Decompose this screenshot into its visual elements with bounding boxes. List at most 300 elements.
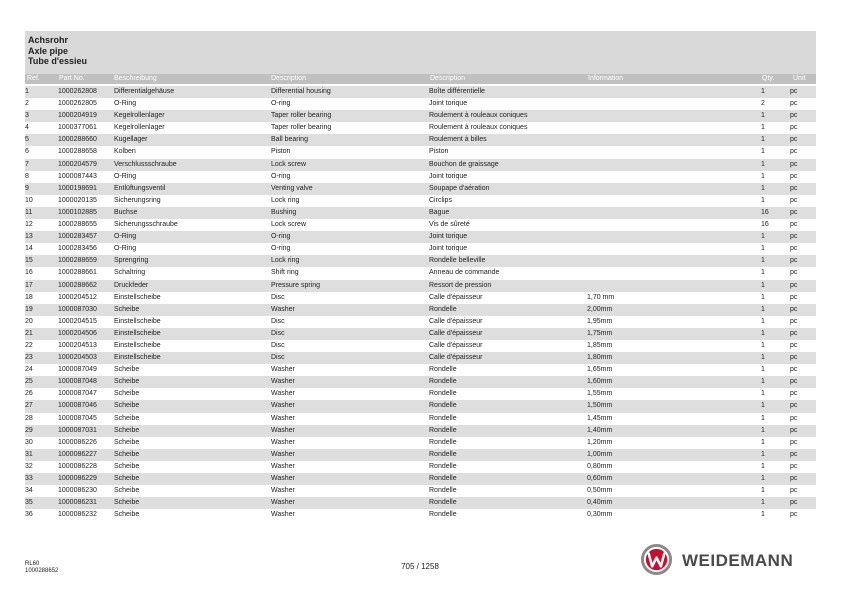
- cell-information: 0,30mm: [587, 511, 613, 519]
- cell-part-no: 1000204515: [58, 317, 97, 325]
- cell-unit: pc: [790, 148, 798, 156]
- cell-part-no: 1000377061: [58, 124, 97, 132]
- table-row: [25, 449, 816, 461]
- cell-description-en: Taper roller bearing: [271, 124, 332, 132]
- cell-qty: 1: [761, 124, 765, 132]
- cell-unit: pc: [790, 341, 798, 349]
- cell-information: 1,20mm: [587, 438, 613, 446]
- cell-information: [587, 98, 761, 110]
- cell-unit: pc: [790, 328, 816, 340]
- cell-information: [587, 195, 761, 207]
- cell-unit: pc: [790, 183, 816, 195]
- table-row: [25, 316, 816, 328]
- cell-description-en: Venting valve: [271, 183, 429, 195]
- cell-description-en: Lock ring: [271, 196, 300, 204]
- cell-beschreibung: Scheibe: [114, 473, 271, 485]
- cell-qty: 1: [761, 497, 790, 509]
- cell-description-en: Washer: [271, 438, 295, 446]
- cell-qty: 1: [761, 172, 765, 180]
- table-row: [25, 497, 816, 509]
- cell-description-fr: Soupape d'aération: [429, 183, 587, 195]
- cell-qty: 2: [761, 100, 765, 108]
- title-french: Tube d'essieu: [28, 56, 87, 66]
- cell-ref: 4: [25, 124, 29, 132]
- cell-information: 2,00mm: [587, 304, 761, 316]
- title-english: Axle pipe: [28, 45, 69, 56]
- table-row: [25, 437, 816, 449]
- cell-beschreibung: Einstellscheibe: [114, 352, 271, 364]
- cell-description-fr: Circlips: [429, 196, 452, 204]
- cell-part-no: 1000198691: [58, 183, 114, 195]
- cell-unit: pc: [790, 400, 816, 412]
- cell-beschreibung: Scheibe: [114, 425, 271, 437]
- cell-qty: 1: [761, 86, 790, 98]
- cell-qty: 1: [761, 269, 765, 277]
- cell-part-no: 1000262808: [58, 86, 114, 98]
- cell-beschreibung: Kegelrollenlager: [114, 110, 271, 122]
- cell-description-fr: Rondelle: [429, 473, 587, 485]
- cell-beschreibung: Kolben: [114, 148, 136, 156]
- cell-description-en: Lock ring: [271, 255, 429, 267]
- cell-beschreibung: Verschlussschraube: [114, 159, 271, 171]
- table-row: [25, 376, 816, 388]
- cell-part-no: 1000288662: [58, 280, 114, 292]
- table-row: [25, 388, 816, 400]
- cell-description-fr: Joint torique: [429, 245, 468, 253]
- cell-description-fr: Vis de sûreté: [429, 221, 470, 229]
- cell-unit: pc: [790, 487, 798, 495]
- cell-information: 1,60mm: [587, 376, 761, 388]
- cell-qty: 1: [761, 473, 790, 485]
- cell-qty: 1: [761, 328, 790, 340]
- cell-beschreibung: Entlüftungsventil: [114, 183, 271, 195]
- cell-beschreibung: Druckfeder: [114, 280, 271, 292]
- cell-description-fr: Rondelle: [429, 414, 457, 422]
- cell-unit: pc: [790, 352, 816, 364]
- cell-part-no: 1000204503: [58, 352, 114, 364]
- cell-part-no: 1000288658: [58, 148, 97, 156]
- header-unit: Unit: [793, 75, 806, 82]
- cell-ref: 20: [25, 317, 33, 325]
- cell-description-fr: Roulement à billes: [429, 134, 587, 146]
- cell-description-fr: Bouchon de graissage: [429, 159, 587, 171]
- cell-description-fr: Rondelle: [429, 487, 457, 495]
- cell-description-fr: Roulement à rouleaux coniques: [429, 124, 528, 132]
- table-row: [25, 255, 816, 267]
- cell-beschreibung: Schaltring: [114, 269, 146, 277]
- cell-description-en: Washer: [271, 400, 429, 412]
- cell-description-fr: Calle d'épaisseur: [429, 328, 587, 340]
- cell-beschreibung: Sicherungsschraube: [114, 221, 178, 229]
- cell-qty: 1: [761, 280, 790, 292]
- cell-ref: 25: [25, 376, 58, 388]
- cell-unit: pc: [790, 511, 798, 519]
- cell-part-no: 1000288660: [58, 134, 114, 146]
- cell-information: [587, 183, 761, 195]
- cell-qty: 1: [761, 231, 790, 243]
- cell-description-en: Washer: [271, 376, 429, 388]
- cell-ref: 29: [25, 425, 58, 437]
- cell-description-en: Disc: [271, 328, 429, 340]
- cell-unit: pc: [790, 86, 816, 98]
- cell-description-fr: Calle d'épaisseur: [429, 293, 483, 301]
- cell-information: 0,40mm: [587, 497, 761, 509]
- table-row: [25, 328, 816, 340]
- cell-description-en: Washer: [271, 462, 295, 470]
- table-row: [25, 207, 816, 219]
- cell-information: [587, 255, 761, 267]
- cell-ref: 27: [25, 400, 58, 412]
- cell-unit: pc: [790, 110, 816, 122]
- cell-description-fr: Ressort de pression: [429, 280, 587, 292]
- table-row: [25, 195, 816, 207]
- cell-description-en: Washer: [271, 473, 429, 485]
- cell-unit: pc: [790, 269, 798, 277]
- footer-doc-info: [25, 561, 58, 575]
- cell-information: [587, 207, 761, 219]
- cell-description-fr: Bague: [429, 207, 587, 219]
- cell-beschreibung: O-Ring: [114, 231, 271, 243]
- title-german: Achsrohr: [28, 35, 69, 45]
- cell-description-en: Ball bearing: [271, 134, 429, 146]
- cell-description-fr: Roulement à rouleaux coniques: [429, 110, 587, 122]
- cell-beschreibung: Scheibe: [114, 449, 271, 461]
- cell-information: [587, 86, 761, 98]
- table-row: [25, 219, 816, 231]
- cell-unit: pc: [790, 100, 798, 108]
- cell-ref: 7: [25, 159, 58, 171]
- cell-information: 1,95mm: [587, 317, 613, 325]
- cell-ref: 14: [25, 245, 33, 253]
- cell-part-no: 1000283457: [58, 231, 114, 243]
- table-row: [25, 231, 816, 243]
- cell-qty: 1: [761, 148, 765, 156]
- table-row: [25, 267, 816, 279]
- cell-description-fr: Rondelle: [429, 304, 587, 316]
- brand-logo-text: WEIDEMANN: [682, 551, 794, 570]
- cell-part-no: 1000086227: [58, 449, 114, 461]
- cell-ref: 2: [25, 100, 29, 108]
- cell-description-fr: Rondelle: [429, 390, 457, 398]
- cell-part-no: 1000087047: [58, 390, 97, 398]
- cell-ref: 31: [25, 449, 58, 461]
- cell-beschreibung: Differentialgehäuse: [114, 86, 271, 98]
- cell-description-en: O-ring: [271, 100, 291, 108]
- cell-description-fr: Rondelle: [429, 376, 587, 388]
- cell-unit: pc: [790, 221, 798, 229]
- cell-ref: 21: [25, 328, 58, 340]
- cell-ref: 24: [25, 366, 33, 374]
- cell-part-no: 1000087443: [58, 172, 97, 180]
- cell-part-no: 1000288655: [58, 221, 97, 229]
- cell-information: [587, 159, 761, 171]
- cell-qty: 1: [761, 414, 765, 422]
- table-row: [25, 183, 816, 195]
- cell-ref: 19: [25, 304, 58, 316]
- cell-qty: 1: [761, 390, 765, 398]
- cell-ref: 22: [25, 341, 33, 349]
- cell-ref: 9: [25, 183, 58, 195]
- table-row: [25, 413, 816, 425]
- table-row: [25, 340, 816, 352]
- cell-part-no: 1000087046: [58, 400, 114, 412]
- cell-information: [587, 110, 761, 122]
- table-row: [25, 122, 816, 134]
- cell-part-no: 1000086226: [58, 438, 97, 446]
- cell-qty: 1: [761, 511, 765, 519]
- cell-unit: pc: [790, 231, 816, 243]
- cell-part-no: 1000087030: [58, 304, 114, 316]
- cell-part-no: 1000102885: [58, 207, 114, 219]
- cell-information: 1,40mm: [587, 425, 761, 437]
- cell-beschreibung: Einstellscheibe: [114, 341, 161, 349]
- cell-unit: pc: [790, 449, 816, 461]
- cell-description-fr: Boîte différentielle: [429, 86, 587, 98]
- cell-beschreibung: Kegelrollenlager: [114, 124, 165, 132]
- cell-beschreibung: Einstellscheibe: [114, 317, 161, 325]
- cell-beschreibung: Scheibe: [114, 497, 271, 509]
- cell-qty: 1: [761, 376, 790, 388]
- cell-beschreibung: Sicherungsring: [114, 196, 161, 204]
- table-row: [25, 110, 816, 122]
- cell-description-fr: Piston: [429, 148, 449, 156]
- cell-description-en: Washer: [271, 390, 295, 398]
- cell-qty: 1: [761, 134, 790, 146]
- cell-qty: 1: [761, 304, 790, 316]
- cell-description-fr: Joint torique: [429, 100, 468, 108]
- cell-information: 1,70 mm: [587, 293, 615, 301]
- cell-description-en: Disc: [271, 293, 285, 301]
- cell-beschreibung: Buchse: [114, 207, 271, 219]
- table-row: [25, 243, 816, 255]
- cell-unit: pc: [790, 124, 798, 132]
- table-row: [25, 400, 816, 412]
- cell-information: [587, 267, 761, 279]
- cell-qty: 1: [761, 449, 790, 461]
- cell-beschreibung: Scheibe: [114, 462, 140, 470]
- cell-description-en: O-ring: [271, 172, 291, 180]
- cell-unit: pc: [790, 425, 816, 437]
- cell-ref: 11: [25, 207, 58, 219]
- cell-ref: 28: [25, 414, 33, 422]
- cell-information: 1,50mm: [587, 400, 761, 412]
- cell-qty: 1: [761, 341, 765, 349]
- cell-information: 1,85mm: [587, 341, 613, 349]
- cell-description-en: Washer: [271, 366, 295, 374]
- cell-ref: 6: [25, 148, 29, 156]
- cell-information: 1,55mm: [587, 390, 613, 398]
- cell-description-fr: Rondelle: [429, 462, 457, 470]
- cell-description-en: Washer: [271, 449, 429, 461]
- table-row: [25, 159, 816, 171]
- cell-beschreibung: Scheibe: [114, 438, 140, 446]
- cell-beschreibung: Scheibe: [114, 376, 271, 388]
- cell-description-en: Disc: [271, 317, 285, 325]
- weidemann-w-logo-icon: [640, 543, 673, 576]
- cell-part-no: 1000086232: [58, 511, 97, 519]
- cell-unit: pc: [790, 473, 816, 485]
- header-information: Information: [588, 75, 624, 82]
- cell-beschreibung: Kugellager: [114, 134, 271, 146]
- table-row: [25, 473, 816, 485]
- cell-qty: 1: [761, 255, 790, 267]
- cell-part-no: 1000204512: [58, 293, 97, 301]
- cell-information: [587, 243, 761, 255]
- cell-information: 0,60mm: [587, 473, 761, 485]
- table-row: [25, 425, 816, 437]
- cell-part-no: 1000288659: [58, 255, 114, 267]
- cell-qty: 1: [761, 159, 790, 171]
- cell-qty: 1: [761, 487, 765, 495]
- cell-information: [587, 122, 761, 134]
- cell-unit: pc: [790, 280, 816, 292]
- cell-qty: 1: [761, 293, 765, 301]
- cell-unit: pc: [790, 304, 816, 316]
- cell-unit: pc: [790, 376, 816, 388]
- cell-information: 1,45mm: [587, 414, 613, 422]
- cell-description-en: Disc: [271, 352, 429, 364]
- table-row: [25, 461, 816, 473]
- header-description-fr: Description: [430, 75, 466, 82]
- footer-doc-number: 1000288652: [25, 568, 59, 574]
- cell-description-en: Pressure spring: [271, 280, 429, 292]
- cell-description-fr: Calle d'épaisseur: [429, 352, 587, 364]
- cell-beschreibung: O-Ring: [114, 172, 137, 180]
- cell-description-en: Washer: [271, 487, 295, 495]
- cell-unit: pc: [790, 497, 816, 509]
- table-row: [25, 134, 816, 146]
- cell-qty: 1: [761, 438, 765, 446]
- cell-ref: 3: [25, 110, 58, 122]
- cell-description-en: Taper roller bearing: [271, 110, 429, 122]
- cell-qty: 1: [761, 245, 765, 253]
- document-title-block: [25, 31, 816, 74]
- cell-description-fr: Rondelle: [429, 425, 587, 437]
- cell-part-no: 1000262805: [58, 100, 97, 108]
- cell-part-no: 1000087031: [58, 425, 114, 437]
- cell-ref: 35: [25, 497, 58, 509]
- cell-unit: pc: [790, 207, 816, 219]
- cell-description-fr: Rondelle: [429, 400, 587, 412]
- cell-information: [587, 171, 761, 183]
- table-row: [25, 485, 816, 497]
- cell-part-no: 1000087048: [58, 376, 114, 388]
- cell-description-fr: Calle d'épaisseur: [429, 341, 483, 349]
- cell-ref: 32: [25, 462, 33, 470]
- cell-qty: 1: [761, 462, 765, 470]
- cell-qty: 1: [761, 110, 790, 122]
- cell-part-no: 1000020135: [58, 196, 97, 204]
- cell-unit: pc: [790, 390, 798, 398]
- cell-unit: pc: [790, 317, 798, 325]
- cell-ref: 30: [25, 438, 33, 446]
- table-row: [25, 86, 816, 98]
- cell-description-en: Washer: [271, 497, 429, 509]
- cell-description-fr: Rondelle belleville: [429, 255, 587, 267]
- cell-qty: 1: [761, 352, 790, 364]
- cell-ref: 1: [25, 86, 58, 98]
- header-part-no: Part No.: [59, 75, 85, 82]
- cell-description-en: Differential housing: [271, 86, 429, 98]
- cell-description-fr: Rondelle: [429, 366, 457, 374]
- cell-unit: pc: [790, 196, 798, 204]
- cell-ref: 8: [25, 172, 29, 180]
- cell-description-en: Bushing: [271, 207, 429, 219]
- cell-part-no: 1000283456: [58, 245, 97, 253]
- table-row: [25, 352, 816, 364]
- cell-beschreibung: O-Ring: [114, 245, 137, 253]
- cell-beschreibung: Einstellscheibe: [114, 293, 161, 301]
- cell-information: 1,65mm: [587, 366, 613, 374]
- cell-description-fr: Calle d'épaisseur: [429, 317, 483, 325]
- cell-qty: 1: [761, 317, 765, 325]
- cell-part-no: 1000204513: [58, 341, 97, 349]
- cell-description-en: Disc: [271, 341, 285, 349]
- cell-description-fr: Rondelle: [429, 511, 457, 519]
- table-row: [25, 171, 816, 183]
- cell-description-fr: Joint torique: [429, 231, 587, 243]
- cell-ref: 18: [25, 293, 33, 301]
- cell-unit: pc: [790, 438, 798, 446]
- cell-description-fr: Rondelle: [429, 449, 587, 461]
- cell-beschreibung: Scheibe: [114, 390, 140, 398]
- cell-description-en: Lock screw: [271, 221, 307, 229]
- header-ref: Ref.: [27, 75, 40, 82]
- cell-unit: pc: [790, 159, 816, 171]
- table-row: [25, 364, 816, 376]
- cell-qty: 1: [761, 425, 790, 437]
- cell-qty: 1: [761, 183, 790, 195]
- cell-unit: pc: [790, 414, 798, 422]
- cell-unit: pc: [790, 366, 798, 374]
- cell-ref: 15: [25, 255, 58, 267]
- cell-information: 1,80mm: [587, 352, 761, 364]
- cell-description-fr: Anneau de commande: [429, 269, 500, 277]
- cell-ref: 16: [25, 269, 33, 277]
- cell-part-no: 1000086228: [58, 462, 97, 470]
- cell-unit: pc: [790, 462, 798, 470]
- cell-ref: 34: [25, 487, 33, 495]
- table-row: [25, 292, 816, 304]
- header-qty: Qty.: [762, 75, 775, 82]
- cell-description-en: Washer: [271, 511, 295, 519]
- cell-ref: 5: [25, 134, 58, 146]
- cell-information: [587, 134, 761, 146]
- cell-beschreibung: O-Ring: [114, 100, 137, 108]
- cell-ref: 26: [25, 390, 33, 398]
- header-beschreibung: Beschreibung: [114, 75, 157, 82]
- cell-qty: 1: [761, 400, 790, 412]
- cell-ref: 23: [25, 352, 58, 364]
- cell-ref: 33: [25, 473, 58, 485]
- cell-part-no: 1000086231: [58, 497, 114, 509]
- cell-part-no: 1000204919: [58, 110, 114, 122]
- cell-description-en: O-ring: [271, 231, 429, 243]
- cell-description-en: Washer: [271, 414, 295, 422]
- table-row: [25, 304, 816, 316]
- cell-information: 0,50mm: [587, 487, 613, 495]
- header-description-en: Description: [271, 75, 307, 82]
- cell-description-en: Shift ring: [271, 269, 299, 277]
- cell-description-fr: Rondelle: [429, 438, 457, 446]
- cell-description-fr: Rondelle: [429, 497, 587, 509]
- cell-beschreibung: Scheibe: [114, 400, 271, 412]
- cell-ref: 17: [25, 280, 58, 292]
- cell-description-en: Piston: [271, 148, 291, 156]
- cell-beschreibung: Scheibe: [114, 511, 140, 519]
- parts-table: [25, 86, 816, 521]
- cell-description-en: Washer: [271, 425, 429, 437]
